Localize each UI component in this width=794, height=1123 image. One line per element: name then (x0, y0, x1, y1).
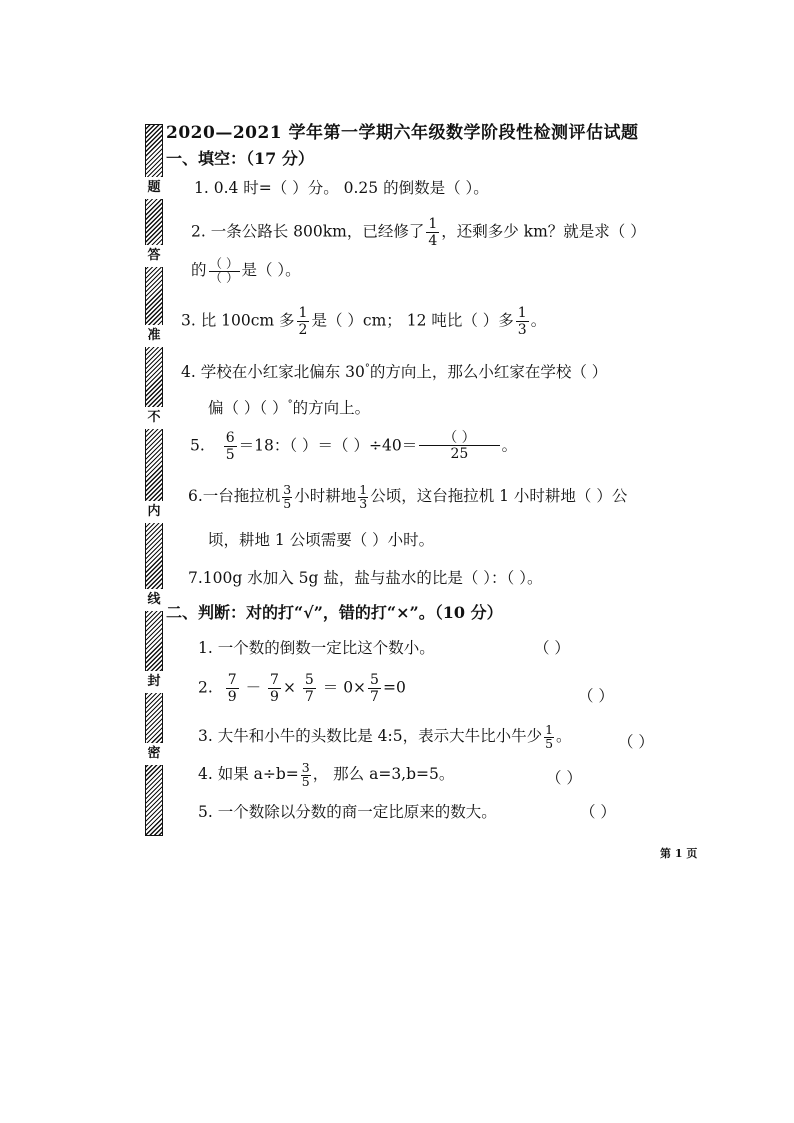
numerator: 1 (359, 482, 368, 497)
answer-paren: （ ） (580, 803, 616, 821)
judgment-3 (198, 724, 572, 750)
judgment-2 (198, 672, 406, 705)
numerator: 3 (283, 482, 292, 497)
degree-sign: ° (364, 362, 370, 374)
question-text: 4. 学校在小红家北偏东 30 (181, 363, 365, 381)
numerator: 1 (545, 722, 554, 737)
operator: ＝ 0× (322, 678, 367, 697)
fraction (301, 762, 311, 788)
sidebar-char: 线 (145, 589, 163, 611)
sidebar-char: 密 (145, 743, 163, 765)
section-heading-true-false: 二、判断：对的打“√”，错的打“×”。（10 分） (166, 603, 503, 622)
page-title: 2020—2021 学年第一学期六年级数学阶段性检测评估试题 (166, 123, 639, 143)
question-2-line-2 (191, 258, 301, 284)
sidebar-char: 答 (145, 245, 163, 267)
page-number: 第 1 页 (660, 847, 698, 860)
question-number: 5. (190, 436, 205, 455)
numerator: 7 (270, 672, 279, 688)
fraction (224, 430, 237, 463)
judgment-1 (198, 636, 435, 658)
judgment-4 (198, 762, 454, 788)
question-text: 小时耕地 (294, 487, 357, 505)
numerator: 1 (298, 305, 308, 321)
numerator: 5 (304, 672, 314, 688)
question-text: ＝18：（ ）＝（ ）÷40＝ (238, 436, 418, 455)
question-5 (190, 430, 517, 463)
question-text: 3. 大牛和小牛的头数比是 4:5，表示大牛比小牛少 (198, 727, 543, 745)
denominator: 3 (517, 322, 527, 338)
question-text: 公顷，这台拖拉机 1 小时耕地（ ）公 (370, 487, 628, 505)
denominator: 5 (545, 735, 554, 751)
question-text: 3. 比 100cm 多 (181, 311, 295, 330)
denominator: 5 (225, 447, 235, 463)
sidebar-char: 封 (145, 671, 163, 693)
question-number: 2. (198, 678, 213, 697)
denominator: 25 (450, 446, 469, 462)
section-heading-fill-in: 一、填空：（17 分） (166, 149, 314, 168)
answer-paren: （ ） (546, 769, 582, 787)
question-text: 是（ ）。 (241, 261, 301, 279)
numerator: （ ） (419, 431, 499, 446)
fraction-blank (419, 431, 499, 462)
question-text: 偏（ ）（ ） (208, 399, 288, 417)
operator: － (245, 678, 262, 697)
denominator: 5 (283, 495, 292, 511)
answer-paren: （ ） (578, 687, 614, 705)
question-3 (181, 305, 546, 338)
judgment-5 (198, 800, 497, 822)
fraction (226, 672, 239, 705)
numerator: 7 (227, 672, 237, 688)
numerator: （ ） (209, 256, 239, 271)
question-text: 5. 一个数除以分数的商一定比原来的数大。 (198, 803, 497, 821)
denominator: 7 (370, 689, 379, 705)
denominator: 9 (227, 689, 237, 705)
sealing-line-sidebar (145, 124, 163, 836)
question-4 (181, 360, 607, 382)
fraction (426, 216, 439, 249)
question-text: =0 (382, 678, 406, 697)
sidebar-char: 准 (145, 325, 163, 347)
question-6 (188, 484, 627, 510)
sidebar-char: 题 (145, 177, 163, 199)
question-text: 1. 一个数的倒数一定比这个数小。 (198, 639, 435, 657)
question-text: ， 那么 a=3,b=5。 (312, 765, 455, 783)
question-text: 。 (556, 727, 572, 745)
sidebar-char: 内 (145, 501, 163, 523)
operator: × (282, 678, 296, 697)
fraction (297, 305, 310, 338)
question-text: 。 (501, 436, 518, 455)
question-4-line-2 (208, 396, 370, 418)
question-text: ，还剩多少 km？就是求（ ） (441, 222, 646, 241)
denominator: （ ） (209, 269, 239, 285)
fraction (282, 484, 292, 510)
denominator: 2 (298, 322, 308, 338)
question-1: 1. 0.4 时=（ ）分。 0.25 的倒数是（ ）。 (194, 179, 489, 197)
question-text: 的 (191, 261, 207, 279)
answer-paren: （ ） (534, 639, 570, 657)
denominator: 9 (270, 689, 279, 705)
fraction-blank (209, 258, 240, 284)
fraction (368, 672, 381, 705)
question-text: 的方向上。 (292, 399, 371, 417)
answer-paren: （ ） (618, 733, 654, 751)
question-6-line-2: 顷，耕地 1 公顷需要（ ）小时。 (208, 531, 435, 549)
fraction (303, 672, 316, 705)
question-text: 4. 如果 a÷b= (198, 765, 299, 783)
degree-sign: ° (287, 398, 293, 410)
numerator: 6 (225, 430, 235, 446)
fraction (268, 672, 281, 705)
numerator: 3 (301, 760, 310, 775)
question-text: 6.一台拖拉机 (188, 487, 281, 505)
sidebar-char: 不 (145, 407, 163, 429)
question-text: 。 (530, 311, 547, 330)
denominator: 7 (304, 689, 314, 705)
question-7: 7.100g 水加入 5g 盐，盐与盐水的比是（ ）：（ ）。 (188, 569, 543, 587)
fraction (544, 724, 554, 750)
fraction (516, 305, 529, 338)
denominator: 4 (428, 233, 438, 249)
denominator: 5 (301, 773, 310, 789)
question-2 (191, 216, 646, 249)
numerator: 1 (517, 305, 527, 321)
fraction (358, 484, 368, 510)
question-text: 2. 一条公路长 800km，已经修了 (191, 222, 425, 241)
numerator: 5 (370, 672, 379, 688)
question-text: 的方向上，那么小红家在学校（ ） (369, 363, 608, 381)
question-text: 是（ ）cm； 12 吨比（ ）多 (311, 311, 514, 330)
denominator: 3 (359, 495, 368, 511)
numerator: 1 (428, 216, 438, 232)
